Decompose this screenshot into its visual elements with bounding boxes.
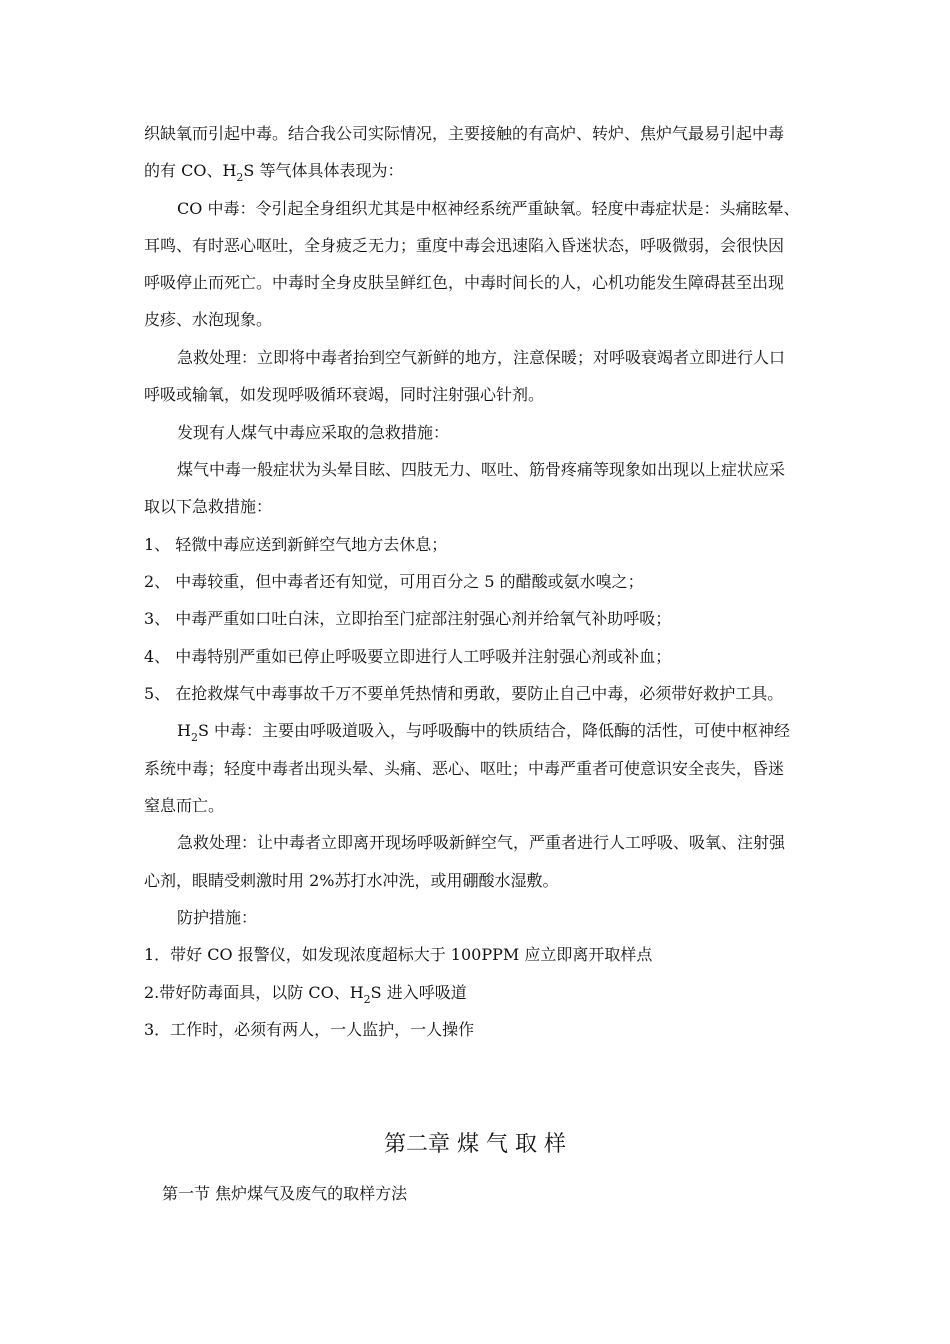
protection-item-2 — [144, 983, 467, 1005]
co-poisoning-line-3: 呼吸停止而死亡。中毒时全身皮肤呈鲜红色，中毒时间长的人，心机功能发生障碍甚至出现 — [144, 273, 785, 292]
h2s-poisoning-line-1 — [177, 721, 790, 743]
list-item: 2、 中毒较重，但中毒者还有知觉，可用百分之 5 的醋酸或氨水嗅之； — [144, 572, 644, 591]
paragraph-intro-line-1: 织缺氧而引起中毒。结合我公司实际情况，主要接触的有高炉、转炉、焦炉气最易引起中毒 — [144, 124, 785, 143]
h2s-text-a: H — [177, 721, 191, 740]
list-item: 4、 中毒特别严重如已停止呼吸要立即进行人工呼吸并注射强心剂或补血； — [144, 647, 672, 666]
chapter-title: 第二章 煤 气 取 样 — [384, 1132, 566, 1157]
rescue-measures-heading: 发现有人煤气中毒应采取的急救措施： — [177, 423, 450, 442]
h2s-text-b: S 中毒：主要由呼吸道吸入，与呼吸酶中的铁质结合，降低酶的活性，可使中枢神经 — [197, 721, 791, 740]
co-poisoning-line-2: 耳鸣、有时恶心呕吐，全身疲乏无力；重度中毒会迅速陷入昏迷状态，呼吸微弱，会很快因 — [144, 236, 785, 255]
protection-2-text-b: S 进入呼吸道 — [370, 983, 467, 1002]
intro-text-a: 的有 CO、H — [144, 161, 237, 180]
subscript-2: 2 — [236, 171, 244, 184]
h2s-poisoning-line-3: 窒息而亡。 — [144, 796, 225, 815]
list-item: 5、 在抢救煤气中毒事故千万不要单凭热情和勇敢，要防止自己中毒，必须带好救护工具。 — [144, 684, 784, 703]
list-item: 3、 中毒严重如口吐白沫，立即抬至门症部注射强心剂并给氧气补助呼吸； — [144, 609, 672, 628]
protection-item-1: 1．带好 CO 报警仪，如发现浓度超标大于 100PPM 应立即离开取样点 — [144, 945, 653, 964]
section-title: 第一节 焦炉煤气及废气的取样方法 — [162, 1184, 408, 1203]
co-poisoning-line-1: CO 中毒：令引起全身组织尤其是中枢神经系统严重缺氧。轻度中毒症状是：头痛眩晕、 — [177, 199, 800, 218]
protection-item-3: 3．工作时，必须有两人，一人监护，一人操作 — [144, 1020, 475, 1039]
first-aid-2-line-2: 心剂，眼睛受刺激时用 2%苏打水冲洗，或用硼酸水湿敷。 — [144, 871, 559, 890]
symptoms-line-1: 煤气中毒一般症状为头晕目眩、四肢无力、呕吐、筋骨疼痛等现象如出现以上症状应采 — [177, 460, 786, 479]
subscript-2: 2 — [190, 731, 198, 744]
co-poisoning-line-4: 皮疹、水泡现象。 — [144, 310, 273, 329]
h2s-poisoning-line-2: 系统中毒；轻度中毒者出现头晕、头痛、恶心、呕吐；中毒严重者可使意识安全丧失，昏迷 — [144, 759, 785, 778]
first-aid-1-line-1: 急救处理：立即将中毒者抬到空气新鲜的地方，注意保暖；对呼吸衰竭者立即进行人口 — [177, 348, 786, 367]
protection-heading: 防护措施： — [177, 908, 258, 927]
paragraph-intro-line-2 — [144, 161, 403, 183]
first-aid-1-line-2: 呼吸或输氧，如发现呼吸循环衰竭，同时注射强心针剂。 — [144, 385, 545, 404]
list-item: 1、 轻微中毒应送到新鲜空气地方去休息； — [144, 535, 448, 554]
symptoms-line-2: 取以下急救措施： — [144, 497, 273, 516]
first-aid-2-line-1: 急救处理：让中毒者立即离开现场呼吸新鲜空气，严重者进行人工呼吸、吸氧、注射强 — [177, 833, 786, 852]
protection-2-text-a: 2.带好防毒面具，以防 CO、H — [144, 983, 364, 1002]
subscript-2: 2 — [363, 993, 371, 1006]
intro-text-b: S 等气体具体表现为： — [243, 161, 404, 180]
